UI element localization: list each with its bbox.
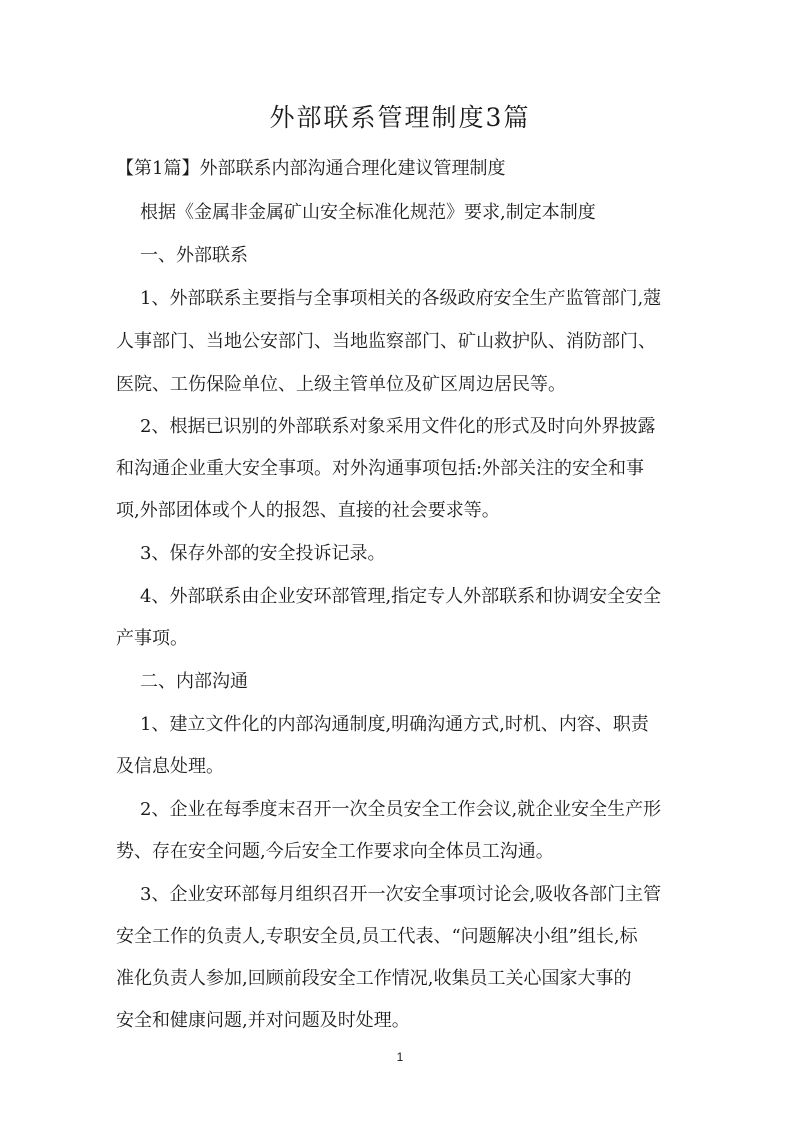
paragraph-line: 势、存在安全问题,今后安全工作要求向全体员工沟通。 [116, 841, 554, 862]
paragraph-line: 安全工作的负责人,专职安全员,员工代表、“问题解决小组”组长,标 [116, 926, 638, 947]
paragraph-line: 项,外部团体或个人的报怨、直接的社会要求等。 [116, 500, 500, 521]
paragraph-line: 医院、工伤保险单位、上级主管单位及矿区周边居民等。 [116, 374, 566, 395]
paragraph-line: 人事部门、当地公安部门、当地监察部门、矿山救护队、消防部门、 [116, 331, 656, 352]
paragraph-line: 4、外部联系由企业安环部管理,指定专人外部联系和协调安全安全 [140, 586, 662, 607]
paragraph-line: 1、建立文件化的内部沟通制度,明确沟通方式,时机、内容、职责 [140, 714, 649, 735]
paragraph-line: 2、企业在每季度末召开一次全员安全工作会议,就企业安全生产形 [140, 799, 662, 820]
paragraph-line: 及信息处理。 [116, 756, 224, 777]
paragraph-line: 根据《金属非金属矿山安全标准化规范》要求,制定本制度 [140, 202, 596, 223]
subheading-external-contact: 一、外部联系 [140, 245, 248, 266]
page-number: 1 [396, 1050, 404, 1064]
paragraph-line: 1、外部联系主要指与全事项相关的各级政府安全生产监管部门,蔻 [140, 288, 662, 309]
paragraph-line: 产事项。 [116, 628, 188, 649]
paragraph-line: 2、根据已识别的外部联系对象采用文件化的形式及时向外界披露 [140, 416, 656, 437]
paragraph-line: 和沟通企业重大安全事项。对外沟通事项包括:外部关注的安全和事 [116, 458, 645, 479]
paragraph-line: 安全和健康问题,并对问题及时处理。 [116, 1010, 410, 1031]
paragraph-line: 3、保存外部的安全投诉记录。 [140, 543, 386, 564]
document-title: 外部联系管理制度3篇 [269, 103, 531, 132]
section-heading: 【第1篇】外部联系内部沟通合理化建议管理制度 [116, 158, 506, 179]
subheading-internal-communication: 二、内部沟通 [140, 671, 248, 692]
paragraph-line: 准化负责人参加,回顾前段安全工作情况,收集员工关心国家大事的 [116, 968, 632, 989]
paragraph-line: 3、企业安环部每月组织召开一次安全事项讨论会,吸收各部门主管 [140, 884, 662, 905]
